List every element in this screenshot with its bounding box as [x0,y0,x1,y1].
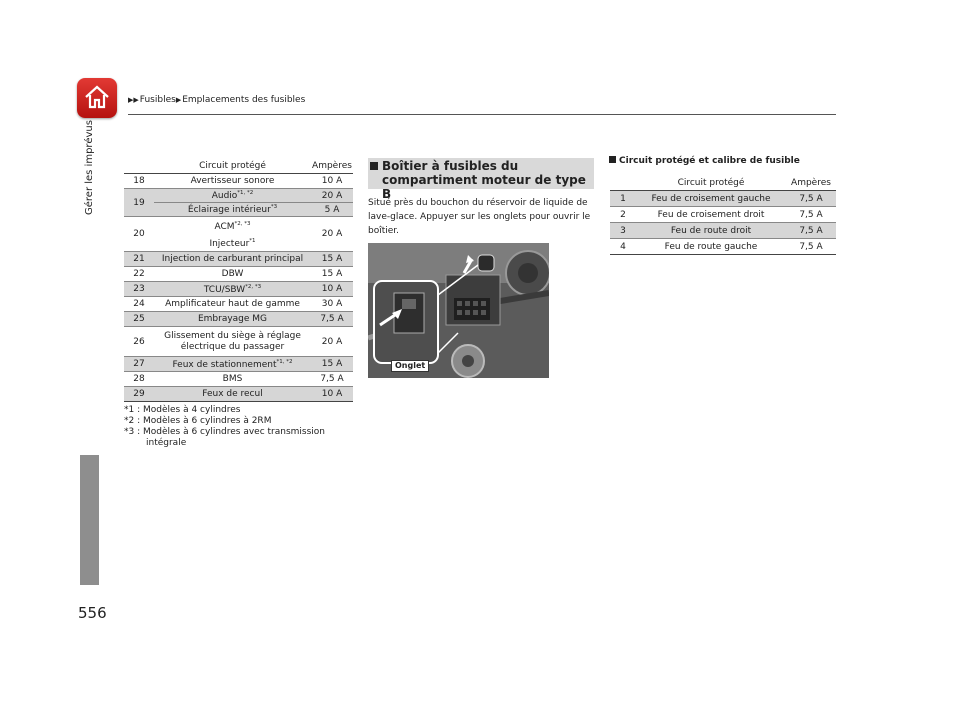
cell-num: 1 [610,191,636,207]
cell-num: 20 [124,217,154,252]
home-button[interactable] [77,78,117,118]
cell-circuit [154,217,311,252]
cell-num: 28 [124,372,154,387]
breadcrumb-item-fusibles[interactable]: Fusibles [139,95,176,105]
home-icon [83,83,111,111]
section-heading [368,158,594,201]
header-num [610,175,636,191]
cell-num: 21 [124,252,154,267]
cell-circuit: Feux de recul [154,387,311,402]
table-row [124,357,353,372]
cell-amp: 15 A [311,267,353,282]
cell-circuit: Feu de route gauche [636,239,786,255]
circuit-text: Feux de stationnement [172,359,277,370]
table-row [124,327,353,357]
cell-circuit [154,357,311,372]
cell-amp: 20 A [311,327,353,357]
subsection-heading [609,156,800,166]
cell-num: 3 [610,223,636,239]
footnote-ref: *3 [270,204,278,210]
subsection-title: Circuit protégé et calibre de fusible [619,156,800,166]
cell-circuit [154,203,311,217]
cell-amp: 7,5 A [786,239,836,255]
page-number: 556 [78,604,107,622]
table-row [124,267,353,282]
cell-circuit [154,282,311,297]
cell-num: 2 [610,207,636,223]
cell-amp: 7,5 A [786,207,836,223]
circuit-text: ACM [214,222,235,232]
table-row [124,174,353,189]
cell-num: 26 [124,327,154,357]
cell-amp: 10 A [311,387,353,402]
cell-num: 23 [124,282,154,297]
header-circuit: Circuit protégé [636,175,786,191]
table-row [610,191,836,207]
cell-num: 27 [124,357,154,372]
cell-circuit: Feu de croisement gauche [636,191,786,207]
fuse-table-left [124,158,353,402]
section-description: Situé près du bouchon du réservoir de liquide de lave-glace. Appuyer sur les onglets pour ouvrir le boîtier. [368,198,591,236]
table-row [124,217,353,252]
subsection-marker-icon [609,156,616,163]
footnote-ref: *1, *2 [237,190,254,196]
cell-circuit: Glissement du siège à réglage électrique du passager [154,327,311,357]
footnote: *1 : Modèles à 4 cylindres [124,405,241,415]
chevron-right-icon: ▶▶ [128,96,139,104]
footnote-ref: *1 [249,238,256,244]
footnotes [124,405,364,449]
footnote-ref: *1, *2 [276,358,293,365]
circuit-text: Injecteur [209,239,250,249]
table-header-row [610,175,836,191]
cell-circuit: Feu de route droit [636,223,786,239]
header-divider [128,114,836,115]
cell-num: 25 [124,312,154,327]
cell-circuit: Feu de croisement droit [636,207,786,223]
chevron-right-icon: ▶ [175,96,182,104]
cell-amp: 10 A [311,282,353,297]
footnote: *2 : Modèles à 6 cylindres à 2RM [124,416,272,426]
table-header-row [124,158,353,174]
cell-amp: 7,5 A [786,191,836,207]
table-row [124,282,353,297]
cell-num: 18 [124,174,154,189]
cell-circuit: BMS [154,372,311,387]
cell-amp: 7,5 A [786,223,836,239]
section-title-line: compartiment moteur de type B [382,173,586,201]
table-row [610,207,836,223]
cell-circuit: Injection de carburant principal [154,252,311,267]
cell-amp: 15 A [311,357,353,372]
cell-amp: 5 A [311,203,353,217]
engine-bay-photo [368,243,549,378]
breadcrumb-item-emplacements: Emplacements des fusibles [182,95,306,105]
cell-num: 4 [610,239,636,255]
header-amperes: Ampères [311,158,353,174]
cell-num: 24 [124,297,154,312]
tab-callout-label: Onglet [391,360,429,372]
cell-num: 29 [124,387,154,402]
circuit-text: Éclairage intérieur [187,205,271,215]
cell-amp: 20 A [311,189,353,203]
cell-circuit: Amplificateur haut de gamme [154,297,311,312]
engine-bay-illustration [368,243,549,378]
header-num [124,158,154,174]
section-title-line: Boîtier à fusibles du [382,159,519,173]
chapter-side-label: Gérer les imprévus [84,120,95,215]
table-row [610,223,836,239]
footnote-ref: *2, *3 [245,283,262,290]
table-row [124,387,353,402]
breadcrumb [128,95,305,105]
cell-circuit: DBW [154,267,311,282]
footnote: *3 : Modèles à 6 cylindres avec transmission [124,427,326,437]
table-row [610,239,836,255]
fuse-table-right [610,175,836,255]
cell-amp: 7,5 A [311,312,353,327]
cell-amp: 20 A [311,217,353,252]
cell-circuit: Embrayage MG [154,312,311,327]
cell-circuit [154,189,311,203]
header-circuit: Circuit protégé [154,158,311,174]
cell-num: 22 [124,267,154,282]
footnote-ref: *2, *3 [234,221,251,227]
cell-circuit: Avertisseur sonore [154,174,311,189]
table-row [124,252,353,267]
cell-amp: 7,5 A [311,372,353,387]
cell-num: 19 [124,189,154,217]
cell-amp: 10 A [311,174,353,189]
table-row [124,189,353,203]
table-row [124,372,353,387]
circuit-text: Audio [211,191,238,201]
section-marker-icon [370,162,378,170]
cell-amp: 30 A [311,297,353,312]
section-title [382,159,594,201]
chapter-index-tab[interactable] [80,455,99,585]
header-amperes: Ampères [786,175,836,191]
table-row [124,297,353,312]
table-row [124,203,353,217]
table-row [124,312,353,327]
footnote: intégrale [146,438,187,448]
cell-amp: 15 A [311,252,353,267]
circuit-text: TCU/SBW [203,284,246,295]
